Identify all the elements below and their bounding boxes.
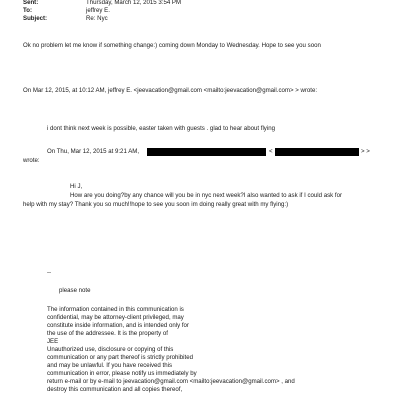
greeting: Hi J, [70,183,83,190]
redaction-bar-sender-name [147,148,266,156]
message-line-2: help with my stay? Thank you so much!!hope to see you soon im doing really great with my flying:) [23,201,289,208]
disclaimer-line: return e-mail or by e-mail to jeevacation@gmail.com <mailto:jeevacation@gmail.com> , and [47,378,295,385]
disclaimer-line: The information contained in this communication is [47,306,184,313]
quote2-gt: > > [361,148,370,155]
message-line-1: How are you doing?by any chance will you be in nyc next week?I also wanted to ask if I could ask for [70,192,342,199]
disclaimer-line: confidential, may be attorney-client privileged, may [47,314,184,321]
disclaimer-line: communication or any part thereof is strictly prohibited [47,354,193,361]
quote2-lt: < [269,148,273,155]
please-note: please note [59,287,91,294]
disclaimer-line: Unauthorized use, disclosure or copying of this [47,346,174,353]
redaction-bar-sender-email [275,148,359,156]
quote2-wrote: wrote: [23,157,40,164]
signature-dash: -- [47,269,52,276]
to-value: jeffrey E. [86,7,110,14]
sent-value: Thursday, March 12, 2015 3:54 PM [86,0,182,6]
disclaimer-line: constitute inside information, and is intended only for [47,322,189,329]
disclaimer-line: JEE [47,338,59,345]
subject-label: Subject: [23,15,48,22]
to-label: To: [23,7,33,14]
quote2-prefix: On Thu, Mar 12, 2015 at 9:21 AM, [47,148,140,155]
disclaimer-line: the use of the addressee. It is the property of [47,330,168,337]
disclaimer-line: and may be unlawful. If you have received this [47,362,172,369]
quote1-header: On Mar 12, 2015, at 10:12 AM, jeffrey E. <jeevacation@gmail.com <mailto:jeevacation@gmail.com> > wrote: [23,87,318,94]
disclaimer-line: destroy this communication and all copies thereof, [47,386,183,393]
disclaimer-line: communication in error, please notify us immediately by [47,370,197,377]
quote1-text: i dont think next week is possible, easter taken with guests . glad to hear about flying [47,125,275,132]
reply-line: Ok no problem let me know if something change:) coming down Monday to Wednesday. Hope to see you soon [23,42,321,49]
subject-value: Re: Nyc [86,15,108,22]
sent-label: Sent: [23,0,39,6]
